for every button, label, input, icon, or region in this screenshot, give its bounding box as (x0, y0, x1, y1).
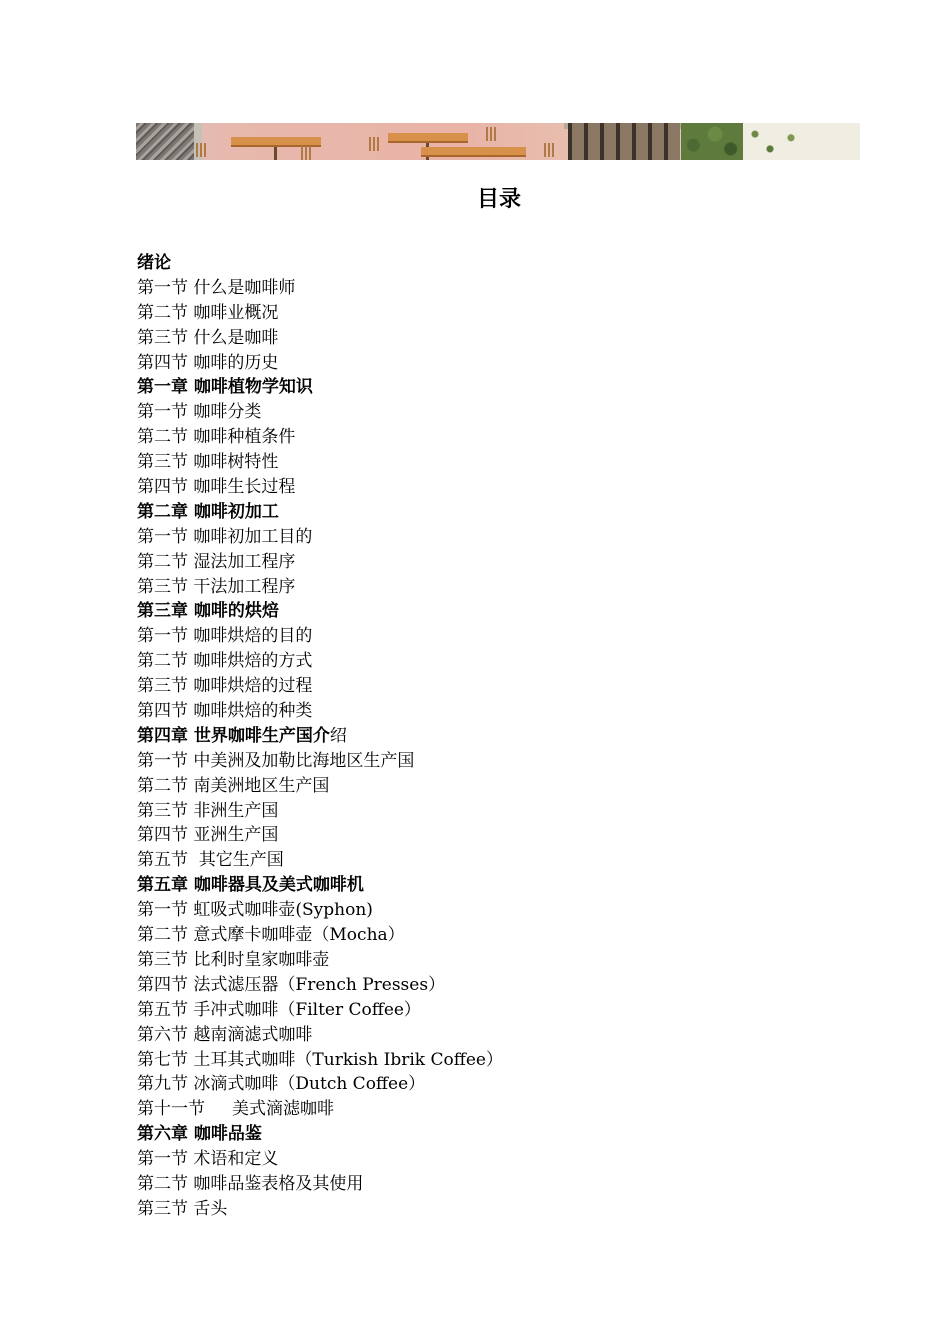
toc-section-entry[interactable] (137, 475, 503, 500)
toc-chapter-entry[interactable] (137, 375, 503, 400)
toc-entry-text: 第三节 舌头 (137, 1198, 228, 1219)
cafe-table (421, 147, 526, 157)
stone-wall (136, 123, 194, 160)
table-of-contents (137, 251, 503, 1222)
toc-entry-text: 第九节 冰滴式咖啡（Dutch Coffee） (137, 1074, 426, 1095)
toc-entry-text: 第四节 咖啡生长过程 (137, 477, 296, 498)
toc-entry-text: 第三节 干法加工程序 (137, 576, 296, 597)
cafe-chair (486, 127, 496, 141)
toc-entry-text: 第二章 咖啡初加工 (137, 501, 279, 522)
toc-entry-text: 第六章 咖啡品鉴 (137, 1124, 262, 1145)
toc-section-entry[interactable] (137, 276, 503, 301)
toc-entry-text: 第七节 土耳其式咖啡（Turkish Ibrik Coffee） (137, 1049, 503, 1070)
toc-section-entry[interactable] (137, 1097, 503, 1122)
toc-entry-text: 第五章 咖啡器具及美式咖啡机 (137, 875, 364, 896)
toc-entry-text: 第一章 咖啡植物学知识 (137, 377, 313, 398)
toc-section-entry[interactable] (137, 1147, 503, 1172)
toc-entry-text: 第二节 湿法加工程序 (137, 551, 296, 572)
toc-entry-text: 第二节 咖啡品鉴表格及其使用 (137, 1173, 364, 1194)
cafe-chair (196, 143, 206, 157)
toc-section-entry[interactable] (137, 450, 503, 475)
toc-section-entry[interactable] (137, 699, 503, 724)
toc-entry-text: 第五节 其它生产国 (137, 850, 284, 871)
toc-entry-text: 第一节 中美洲及加勒比海地区生产国 (137, 750, 415, 771)
toc-entry-text: 第三节 比利时皇家咖啡壶 (137, 949, 330, 970)
toc-entry-text: 第五节 手冲式咖啡（Filter Coffee） (137, 999, 421, 1020)
toc-chapter-entry[interactable] (137, 599, 503, 624)
toc-entry-text: 第一节 术语和定义 (137, 1149, 279, 1170)
toc-entry-text: 第四节 咖啡的历史 (137, 352, 279, 373)
toc-section-entry[interactable] (137, 575, 503, 600)
toc-section-entry[interactable] (137, 550, 503, 575)
toc-entry-text: 第十一节 美式滴滤咖啡 (137, 1099, 335, 1120)
toc-chapter-entry[interactable] (137, 1122, 503, 1147)
toc-section-entry[interactable] (137, 973, 503, 998)
toc-entry-text: 第四章 世界咖啡生产国介 (137, 725, 330, 746)
toc-section-entry[interactable] (137, 624, 503, 649)
toc-entry-text: 第二节 南美洲地区生产国 (137, 775, 330, 796)
cafe-chair (301, 146, 311, 160)
toc-entry-text: 第三节 咖啡烘焙的过程 (137, 676, 313, 697)
cafe-table (388, 133, 468, 143)
potted-plant (681, 123, 743, 160)
toc-section-entry[interactable] (137, 301, 503, 326)
toc-entry-text: 第一节 咖啡初加工目的 (137, 526, 313, 547)
toc-section-entry[interactable] (137, 774, 503, 799)
toc-entry-text: 第二节 意式摩卡咖啡壶（Mocha） (137, 925, 405, 946)
toc-entry-text: 第三节 什么是咖啡 (137, 327, 279, 348)
climbing-vine (746, 123, 806, 160)
toc-section-entry[interactable] (137, 649, 503, 674)
page-title: 目录 (476, 187, 521, 212)
toc-section-entry[interactable] (137, 823, 503, 848)
toc-section-entry[interactable] (137, 400, 503, 425)
toc-section-entry[interactable] (137, 326, 503, 351)
toc-section-entry[interactable] (137, 425, 503, 450)
toc-section-entry[interactable] (137, 1072, 503, 1097)
toc-entry-text: 第四节 亚洲生产国 (137, 825, 279, 846)
toc-entry-text: 第二节 咖啡烘焙的方式 (137, 651, 313, 672)
toc-section-entry[interactable] (137, 674, 503, 699)
toc-section-entry[interactable] (137, 998, 503, 1023)
toc-section-entry[interactable] (137, 1048, 503, 1073)
cafe-chair (369, 137, 379, 151)
toc-entry-text: 第四节 法式滤压器（French Presses） (137, 974, 446, 995)
toc-entry-text: 第三节 非洲生产国 (137, 800, 279, 821)
toc-entry-text: 第一节 咖啡烘焙的目的 (137, 626, 313, 647)
toc-section-entry[interactable] (137, 923, 503, 948)
toc-entry-text: 第三章 咖啡的烘焙 (137, 601, 279, 622)
header-banner-image (136, 123, 860, 160)
toc-entry-text: 第四节 咖啡烘焙的种类 (137, 701, 313, 722)
toc-section-entry[interactable] (137, 351, 503, 376)
toc-entry-text: 第一节 虹吸式咖啡壶(Syphon) (137, 900, 373, 921)
toc-section-entry[interactable] (137, 799, 503, 824)
toc-section-entry[interactable] (137, 1172, 503, 1197)
toc-section-entry[interactable] (137, 1197, 503, 1222)
toc-section-entry[interactable] (137, 898, 503, 923)
toc-entry-text: 第六节 越南滴滤式咖啡 (137, 1024, 313, 1045)
cafe-chair (544, 143, 554, 157)
toc-entry-tail: 绍 (329, 725, 347, 746)
toc-section-entry[interactable] (137, 525, 503, 550)
toc-entry-text: 第三节 咖啡树特性 (137, 452, 279, 473)
toc-entry-text: 绪论 (137, 253, 171, 273)
toc-entry-text: 第二节 咖啡业概况 (137, 302, 279, 323)
toc-chapter-entry[interactable] (137, 873, 503, 898)
toc-section-entry[interactable] (137, 1023, 503, 1048)
window-shutter (568, 123, 680, 160)
toc-section-entry[interactable] (137, 749, 503, 774)
toc-chapter-entry[interactable] (137, 500, 503, 525)
toc-chapter-entry[interactable] (137, 724, 503, 749)
toc-entry-text: 第一节 什么是咖啡师 (137, 277, 296, 298)
toc-chapter-entry[interactable] (137, 251, 503, 276)
table-leg (274, 147, 277, 160)
toc-section-entry[interactable] (137, 948, 503, 973)
toc-entry-text: 第一节 咖啡分类 (137, 402, 262, 423)
toc-entry-text: 第二节 咖啡种植条件 (137, 427, 296, 448)
toc-section-entry[interactable] (137, 848, 503, 873)
